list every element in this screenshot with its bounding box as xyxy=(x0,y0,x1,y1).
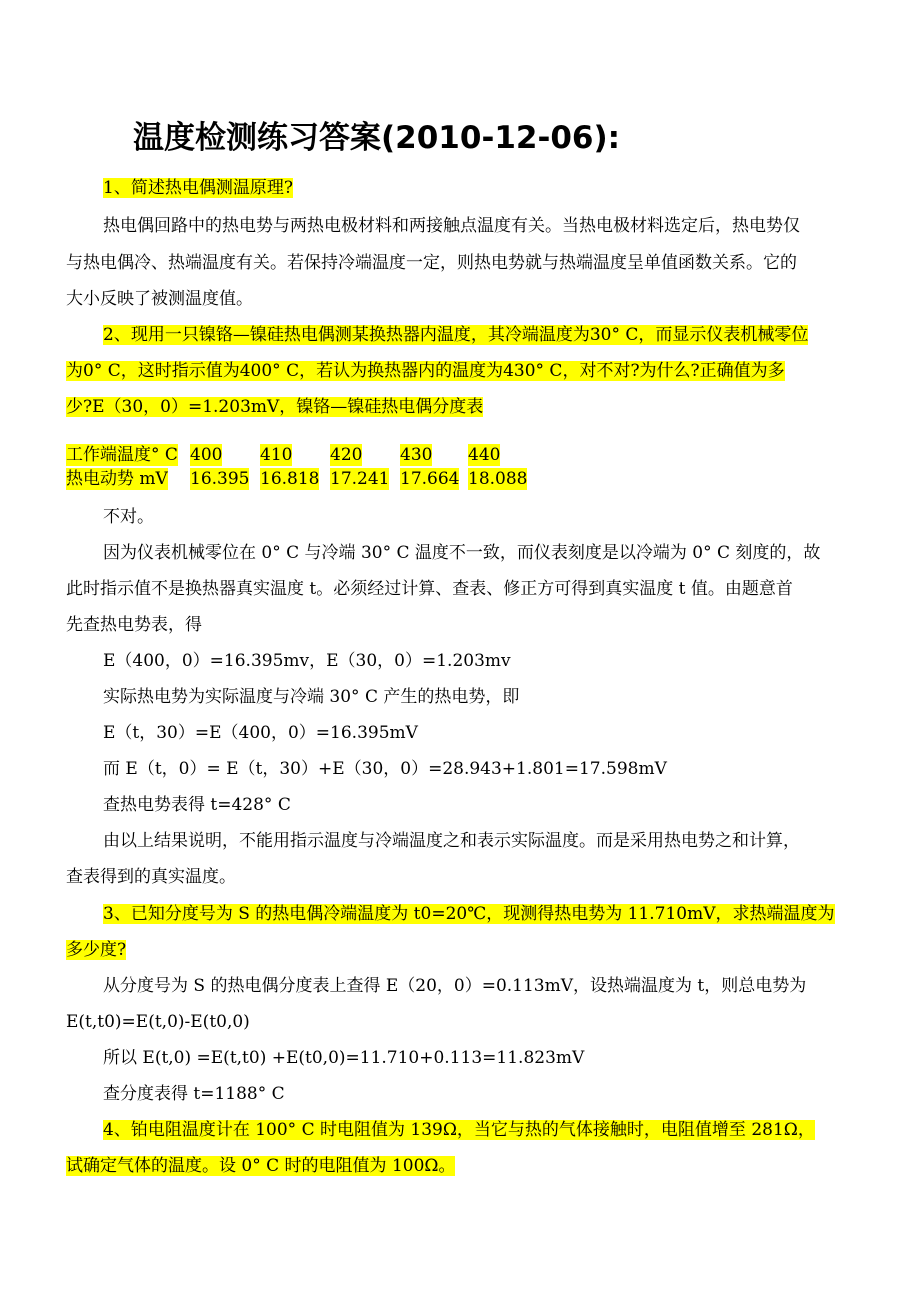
question-2-line-3: 少?E（30，0）=1.203mV，镍铬—镍硅热电偶分度表 xyxy=(66,397,484,417)
answer-3-line-3: 所以 E(t,0) =E(t,t0) +E(t0,0)=11.710+0.113=11.823mV xyxy=(103,1048,585,1068)
answer-1-line-3: 大小反映了被测温度值。 xyxy=(66,289,253,309)
table-cell: 18.088 xyxy=(468,469,528,489)
answer-2-line-2: 因为仪表机械零位在 0° C 与冷端 30° C 温度不一致，而仪表刻度是以冷端为 0° C 刻度的，故 xyxy=(103,543,821,563)
question-4-line-1: 4、铂电阻温度计在 100° C 时电阻值为 139Ω，当它与热的气体接触时，电阻值增至 281Ω， xyxy=(103,1120,815,1140)
answer-2-line-5: E（400，0）=16.395mv，E（30，0）=1.203mv xyxy=(103,651,511,671)
answer-2-line-8: 而 E（t，0）= E（t，30）+E（30，0）=28.943+1.801=17.598mV xyxy=(103,759,667,779)
table-label-temperature: 工作端温度° C xyxy=(66,445,178,465)
table-cell: 410 xyxy=(260,445,293,465)
table-cell: 16.395 xyxy=(190,469,250,489)
question-2-line-1: 2、现用一只镍铬—镍硅热电偶测某换热器内温度，其冷端温度为30° C，而显示仪表机械零位 xyxy=(103,325,809,345)
answer-2-line-4: 先查热电势表，得 xyxy=(66,615,202,635)
question-2-line-2: 为0° C，这时指示值为400° C，若认为换热器内的温度为430° C，对不对?为什么?正确值为多 xyxy=(66,361,785,381)
table-cell: 17.241 xyxy=(330,469,390,489)
table-cell: 400 xyxy=(190,445,223,465)
answer-2-line-9: 查热电势表得 t=428° C xyxy=(103,795,291,815)
question-3-line-2: 多少度? xyxy=(66,940,127,960)
answer-2-line-11: 查表得到的真实温度。 xyxy=(66,867,236,887)
answer-1-line-2: 与热电偶冷、热端温度有关。若保持冷端温度一定，则热电势就与热端温度呈单值函数关系。它的 xyxy=(66,253,797,273)
answer-2-line-3: 此时指示值不是换热器真实温度 t。必须经过计算、查表、修正方可得到真实温度 t 值。由题意首 xyxy=(66,579,793,599)
question-1: 1、简述热电偶测温原理? xyxy=(103,178,293,198)
table-cell: 430 xyxy=(400,445,433,465)
answer-2-line-7: E（t，30）=E（400，0）=16.395mV xyxy=(103,723,418,743)
table-cell: 420 xyxy=(330,445,363,465)
answer-2-line-6: 实际热电势为实际温度与冷端 30° C 产生的热电势，即 xyxy=(103,687,520,707)
question-3-line-1: 3、已知分度号为 S 的热电偶冷端温度为 t0=20℃，现测得热电势为 11.710mV，求热端温度为 xyxy=(103,904,835,924)
answer-3-line-2: E(t,t0)=E(t,0)-E(t0,0) xyxy=(66,1012,250,1032)
table-cell: 17.664 xyxy=(400,469,460,489)
answer-2-line-1: 不对。 xyxy=(103,507,154,527)
table-label-emf: 热电动势 mV xyxy=(66,469,168,489)
answer-3-line-4: 查分度表得 t=1188° C xyxy=(103,1084,285,1104)
answer-3-line-1: 从分度号为 S 的热电偶分度表上查得 E（20，0）=0.113mV，设热端温度为 t，则总电势为 xyxy=(103,976,807,996)
answer-1-line-1: 热电偶回路中的热电势与两热电极材料和两接触点温度有关。当热电极材料选定后，热电势仅 xyxy=(103,216,800,236)
page-title: 温度检测练习答案(2010-12-06): xyxy=(133,120,621,156)
table-cell: 440 xyxy=(468,445,501,465)
answer-2-line-10: 由以上结果说明，不能用指示温度与冷端温度之和表示实际温度。而是采用热电势之和计算， xyxy=(103,831,800,851)
table-cell: 16.818 xyxy=(260,469,320,489)
question-4-line-2: 试确定气体的温度。设 0° C 时的电阻值为 100Ω。 xyxy=(66,1156,456,1176)
